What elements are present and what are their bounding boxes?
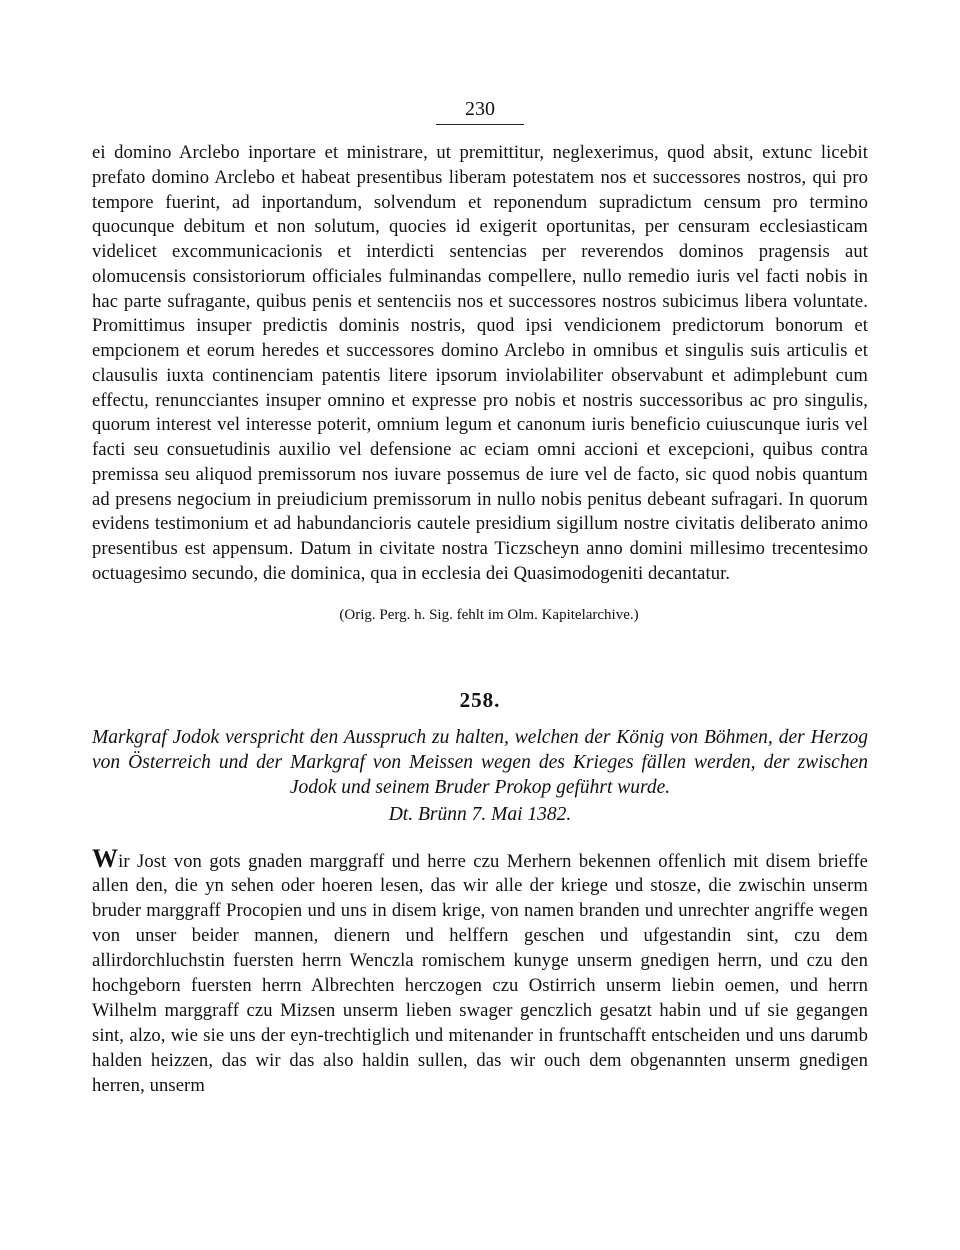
document-page: [92, 96, 868, 1099]
charter-regest: Markgraf Jodok verspricht den Ausspruch zu halten, welchen der König von Böhmen, der Herzog von Österreich und der Markgraf von Meissen wegen des Krieges fällen werden, der zwischen Jodok und seinem Bruder Prokop geführt wurde.: [92, 726, 868, 798]
continued-charter-text: ei domino Arclebo inportare et ministrare, ut premittitur, neglexerimus, quod absit, extunc licebit prefato domino Arclebo et habeat presentibus liberam potestatem nos et successores nostros, qui pro tempore fuerint, ad inportandum, solvendum et reponendum supradictum censum pro termino quocunque debitum et non solutum, quocies id exigerit oportunitas, per censuram ecclesiasticam videlicet excommunicacionis et interdicti sentencias per reverendos dominos pragensis aut olomucensis consistoriorum officiales fulminandas compellere, nullo remedio iuris vel facti nobis in hac parte sufragante, quibus penis et sentenciis nos et successores nostros subicimus libera voluntate. Promittimus insuper predictis dominis nostris, quod ipsi vendicionem predictorum bonorum et empcionem et eorum heredes et successores domino Arclebo in omnibus et singulis suis articulis et clausulis iuxta continenciam patentis litere ipsorum inviolabiliter observabunt et adimplebunt cum effectu, renuncciantes insuper omnino et expresse pro nobis et nostris successoribus ac pro singulis, quorum interest vel interesse poterit, omnium legum et canonum iuris beneficio cuiuscunque iuris vel facti seu consuetudinis auxilio vel defensione ac eciam omni accioni et excepcioni, quibus contra premissa seu aliquod premissorum nos iuvare possemus de iure vel de facto, sic quod nobis quantum ad presens negocium in preiudicium premissorum in nullo nobis penitus debeant sufragari. In quorum evidens testimonium et ad habundancioris cautele presidium sigillum nostre civitatis deliberato animo presentibus est appensum. Datum in civitate nostra Ticzscheyn anno domini millesimo trecentesimo octuagesimo secundo, die dominica, qua in ecclesia dei Quasimodogeniti decantatur.: [92, 142, 868, 584]
charter-number: 258.: [459, 687, 501, 712]
initial-letter: W: [92, 843, 119, 873]
page-number: 230: [465, 98, 495, 120]
charter-text: [92, 843, 868, 1099]
charter-date: Dt. Brünn 7. Mai 1382.: [388, 803, 572, 825]
page-number-rule: [436, 124, 524, 125]
source-note: (Orig. Perg. h. Sig. fehlt im Olm. Kapitelarchive.): [339, 606, 639, 623]
charter-text-body: ir Jost von gots gnaden marggraff und herre czu Merhern bekennen offenlich mit disem brieffe allen den, die yn sehen oder hoeren lesen, das wir alle der kriege und stosze, die zwischin unserm bruder marggraff Procopien und uns in disem krige, von namen branden und unrechter angriffe wegen von unser beider mannen, dienern und helffern geschen und ufgestandin sint, czu dem allirdorchluchstin fuersten herrn Wenczla romischem kunyge unserm gnedigen herrn, und czu den hochgeborn fuersten herrn Albrechten herczogen czu Ostirrich unserm liebin oemen, und herrn Wilhelm marggraff czu Mizsen unserm lieben swager genczlich gesatzt habin und uf sie gegangen sint, alzo, wie sie uns der eyn-trechtiglich und mitenander in fruntschafft entscheiden und uns darumb halden heizzen, das wir das also haldin sullen, das wir ouch dem obgenannten unserm gnedigen herren, unserm: [92, 850, 868, 1096]
